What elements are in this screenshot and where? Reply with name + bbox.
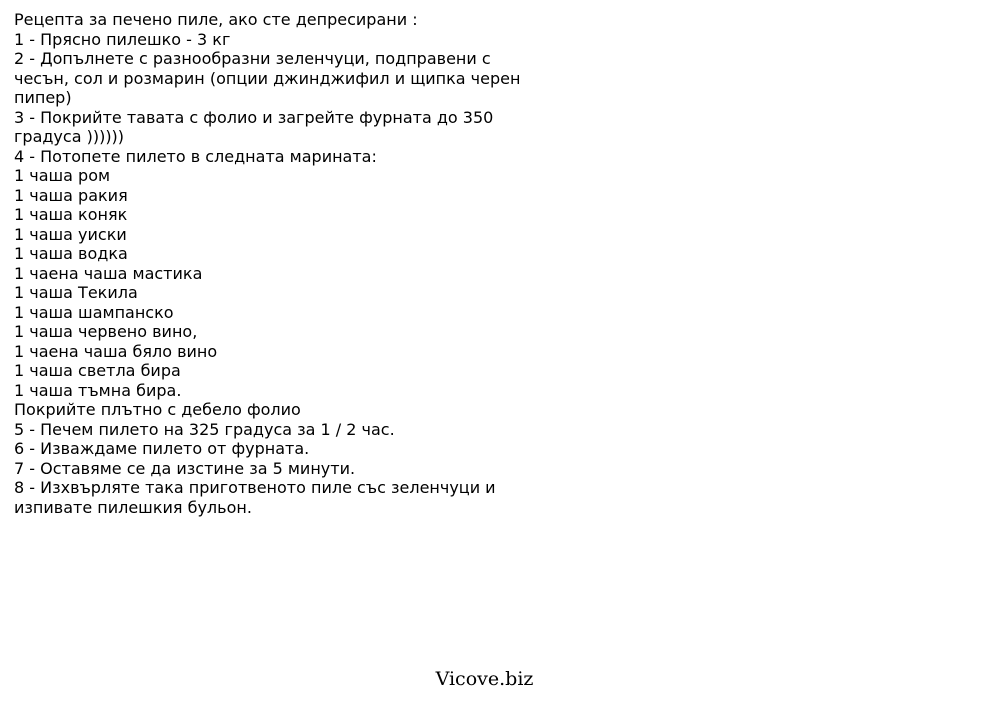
recipe-line: 2 - Допълнете с разнообразни зеленчуци, подправени с [14,49,491,68]
ingredient-line: 1 чаена чаша бяло вино [14,341,218,361]
recipe-line: Покрийте плътно с дебело фолио [14,400,301,419]
recipe-line: 6 - Изваждаме пилето от фурната. [14,439,310,458]
recipe-line: 1 - Прясно пилешко - 3 кг [14,29,231,49]
ingredient-line: 1 чаена чаша мастика [14,263,203,283]
ingredient-line: 1 чаша ракия [14,185,128,205]
ingredient-line: 1 чаша уиски [14,224,127,244]
recipe-line: 7 - Оставяме се да изстине за 5 минути. [14,458,356,478]
ingredient-line: 1 чаша шампанско [14,302,174,322]
recipe-title: Рецепта за печено пиле, ако сте депресирани : [14,10,418,29]
recipe-line: градуса )))))) [14,127,125,146]
site-watermark: Vicove.biz [435,668,534,690]
recipe-line: чесън, сол и розмарин (опции джинджифил и щипка черен [14,68,521,88]
recipe-line: 3 - Покрийте тавата с фолио и загрейте фурната до 350 [14,107,494,127]
site-footer [0,667,991,691]
ingredient-line: 1 чаша коняк [14,205,128,224]
ingredient-line: 1 чаша водка [14,244,128,263]
recipe-line: 8 - Изхвърляте така приготвеното пиле със зеленчуци и [14,478,496,497]
ingredient-line: 1 чаша ром [14,166,111,185]
recipe-line: 4 - Потопете пилето в следната марината: [14,146,377,166]
recipe-line: изпивате пилешкия бульон. [14,497,252,517]
ingredient-line: 1 чаша тъмна бира. [14,380,182,400]
ingredient-line: 1 чаша светла бира [14,361,181,380]
ingredient-line: 1 чаша Текила [14,283,138,302]
ingredient-line: 1 чаша червено вино, [14,322,198,341]
recipe-line: 5 - Печем пилето на 325 градуса за 1 / 2 час. [14,419,395,439]
recipe-line: пипер) [14,88,72,107]
recipe-text [14,10,574,517]
